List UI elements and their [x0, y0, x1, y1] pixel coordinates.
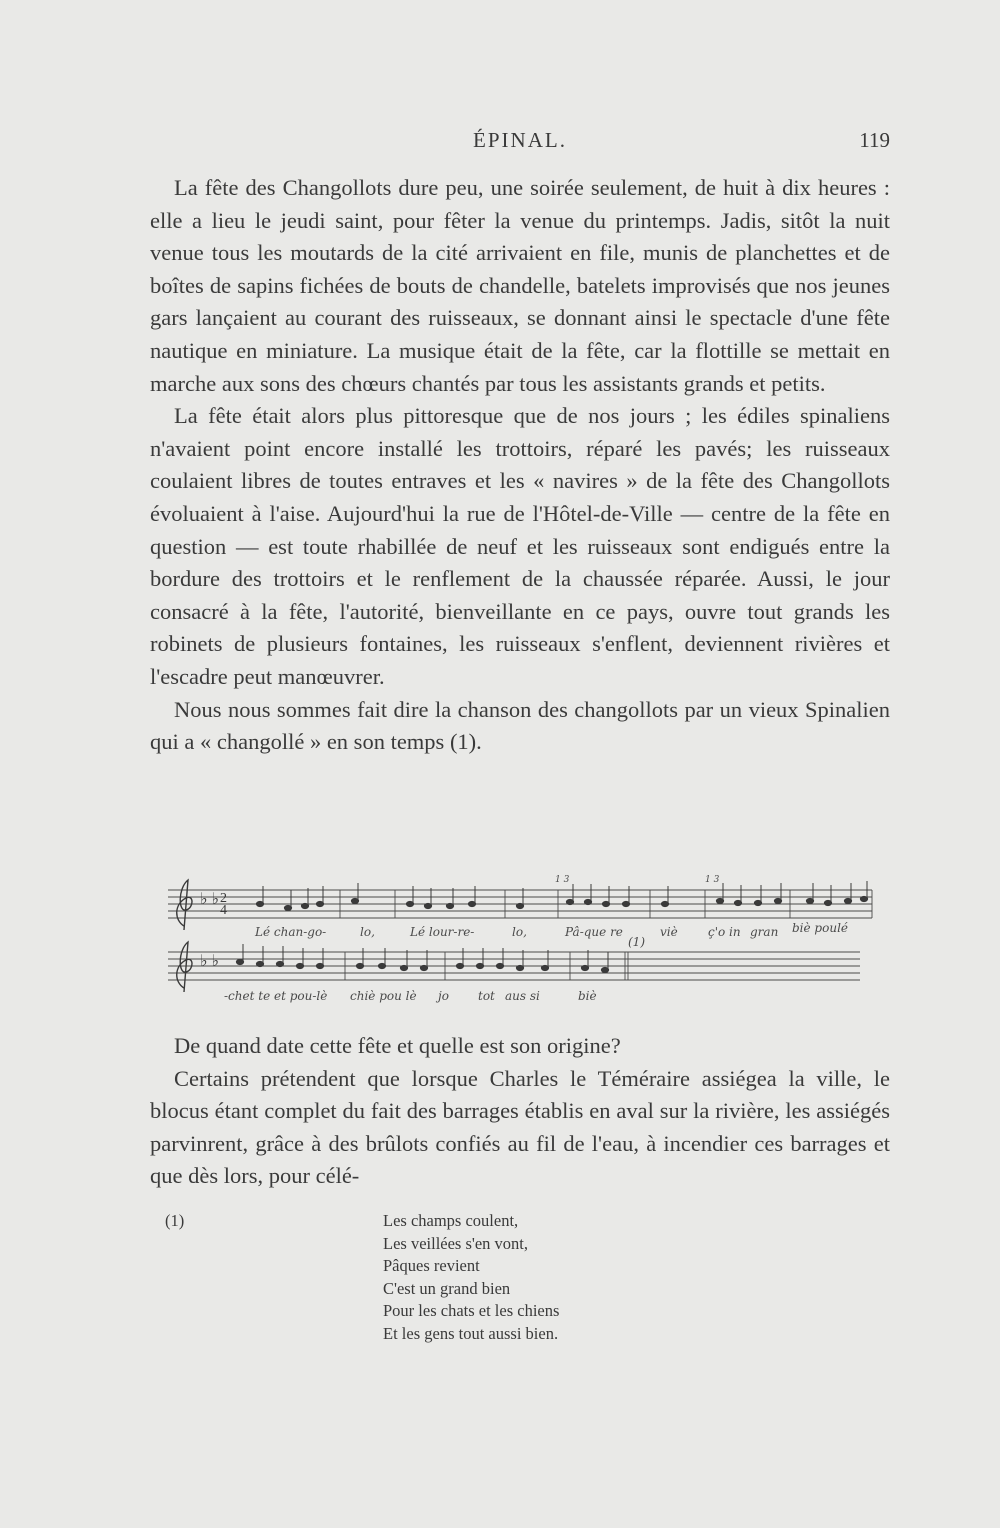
svg-text:4: 4: [220, 903, 227, 918]
lyric-11: chiè pou lè: [350, 989, 417, 1003]
main-text-continued: [150, 1030, 890, 1193]
lyric-7: ç'o in: [708, 925, 741, 939]
svg-text:2: 2: [220, 891, 227, 906]
lyric-2: lo,: [360, 925, 375, 939]
page-header: [150, 128, 890, 158]
page-number: 119: [859, 128, 890, 152]
score-svg: [160, 868, 880, 1008]
verse-line: C'est un grand bien: [383, 1278, 511, 1298]
paragraph-5: Certains prétendent que lorsque Charles le Téméraire assiégea la ville, le blocus étant complet du fait des barrages établis en aval sur la rivière, les assiégés parvinrent, grâce à des brûlots confiés au fil de l'eau, à incendier ces barrages et que dès lors, pour célé-: [150, 1065, 890, 1189]
paragraph-3: Nous nous sommes fait dire la chanson des changollots par un vieux Spinalien qui a « changollé » en son temps (1).: [150, 696, 890, 755]
lyric-3: Lé lour-re-: [410, 925, 475, 939]
lyric-13: tot: [478, 989, 495, 1003]
main-text: [150, 172, 890, 759]
verse-line: Et les gens tout aussi bien.: [383, 1323, 559, 1343]
footnote-ref-mark: (1): [628, 935, 645, 949]
lyric-9: biè poulé: [792, 921, 849, 935]
lyric-10: -chet te et pou-lè: [224, 989, 328, 1003]
svg-text:♭ ♭: ♭ ♭: [200, 891, 220, 908]
paragraph-2: La fête était alors plus pittoresque que de nos jours ; les édiles spinaliens n'avaient point encore installé les trottoirs, réparé les pavés; les ruisseaux coulaient libres de toutes entraves et les « navires » de la fête des Changollots évoluaient à l'aise. Aujourd'hui la rue de l'Hôtel-de-Ville — centre de la fête en question — est toute rhabillée de neuf et les ruisseaux sont endigués entre la bordure des trottoirs et le renflement de la chaussée réparée. Aussi, le jour consacré à la fête, l'autorité, bienveillante en ce pays, ouvre tout grands les robinets de plusieurs fontaines, les ruisseaux s'enflent, deviennent rivières et l'escadre peut manœuvrer.: [150, 403, 890, 689]
lyric-5: Pâ-que re: [565, 925, 623, 939]
paragraph-4: De quand date cette fête et quelle est son origine?: [174, 1033, 621, 1058]
breath-mark-2: 1 3: [705, 875, 720, 885]
paragraph-1: La fête des Changollots dure peu, une soirée seulement, de huit à dix heures : elle a lieu le jeudi saint, pour fêter la venue du printemps. Jadis, sitôt la nuit venue tous les moutards de la cité arrivaient en file, munis de planchettes et de boîtes de sapins fichées de bouts de chandelle, batelets improvisés que nos jeunes gars lançaient au courant des ruisseaux, se donnant ainsi le spectacle d'une fête nautique en miniature. La musique était de la fête, car la flottille se mettait en marche aux sons des chœurs chantés par tous les assistants grands et petits.: [150, 175, 890, 396]
verse-line: Les champs coulent,: [383, 1211, 519, 1230]
note-marks: [200, 891, 227, 970]
verse-line: Les veillées s'en vont,: [383, 1233, 529, 1253]
lyric-15: biè: [578, 989, 597, 1003]
footnote-verse: [383, 1210, 559, 1346]
lyric-1: Lé chan-go-: [255, 925, 327, 939]
footnote-marker: (1): [165, 1211, 185, 1230]
musical-score: [160, 868, 880, 1008]
lyric-4: lo,: [512, 925, 527, 939]
verse-line: Pâques revient: [383, 1256, 480, 1276]
lyric-12: jo: [438, 989, 449, 1003]
verse-line: Pour les chats et les chiens: [383, 1301, 560, 1321]
lyric-8: gran: [750, 925, 779, 939]
svg-text:♭ ♭: ♭ ♭: [200, 953, 220, 970]
lyric-14: aus si: [505, 989, 540, 1003]
lyric-6: viè: [660, 925, 678, 939]
breath-mark-1: 1 3: [555, 875, 570, 885]
running-title: ÉPINAL.: [473, 128, 567, 152]
